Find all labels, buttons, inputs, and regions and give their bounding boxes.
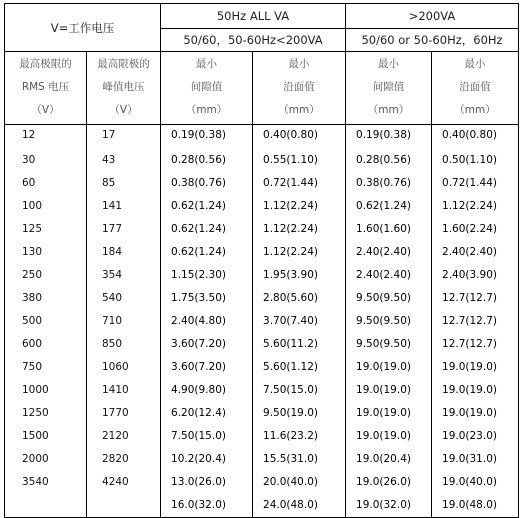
group-over-200va-title: >200VA xyxy=(346,4,519,29)
column-header-line: 最高极限的 xyxy=(19,58,72,70)
column-header-line: （mm） xyxy=(367,104,410,116)
column-header-line: 间隙值 xyxy=(190,81,223,93)
rms-voltage-cell: 3540 xyxy=(5,470,87,493)
peak-voltage-cell: 1410 xyxy=(87,378,161,401)
working-voltage-header xyxy=(5,4,161,52)
peak-voltage-cell xyxy=(87,493,161,518)
peak-voltage-cell: 1770 xyxy=(87,401,161,424)
peak-voltage-cell: 141 xyxy=(87,194,161,217)
peak-voltage-cell: 177 xyxy=(87,217,161,240)
clearance-high-cell: 19.0(26.0) xyxy=(346,470,432,493)
rms-voltage-cell: 125 xyxy=(5,217,87,240)
creepage-high-cell: 0.72(1.44) xyxy=(432,171,519,194)
column-header-line: 最小 xyxy=(464,58,486,70)
column-header-line: （V） xyxy=(31,104,60,116)
column-header-line: 最小 xyxy=(288,58,310,70)
creepage-cell: 2.80(5.60) xyxy=(253,286,346,309)
rms-voltage-cell: 2000 xyxy=(5,447,87,470)
rms-voltage-cell: 500 xyxy=(5,309,87,332)
creepage-cell: 1.12(2.24) xyxy=(253,194,346,217)
clearance-cell: 0.38(0.76) xyxy=(161,171,253,194)
peak-voltage-cell: 184 xyxy=(87,240,161,263)
creepage-cell: 0.72(1.44) xyxy=(253,171,346,194)
column-header-line: 最小 xyxy=(196,58,218,70)
creepage-high-cell: 19.0(19.0) xyxy=(432,355,519,378)
creepage-high-cell: 12.7(12.7) xyxy=(432,309,519,332)
column-header-line: （mm） xyxy=(278,104,320,116)
creepage-cell: 1.12(2.24) xyxy=(253,240,346,263)
creepage-cell: 3.70(7.40) xyxy=(253,309,346,332)
column-header-min-creepage-high xyxy=(432,52,519,125)
table-row xyxy=(5,217,519,240)
column-header-line: 沿面值 xyxy=(283,81,315,93)
group-over-200va-subtitle: 50/60 or 50-60Hz，60Hz xyxy=(346,29,519,52)
table-row xyxy=(5,286,519,309)
table-body xyxy=(5,125,519,518)
group-all-va-subtitle: 50/60，50-60Hz<200VA xyxy=(161,29,346,52)
creepage-high-cell: 1.12(2.24) xyxy=(432,194,519,217)
creepage-cell: 9.50(19.0) xyxy=(253,401,346,424)
column-header-rms-voltage xyxy=(5,52,87,125)
clearance-creepage-table xyxy=(4,3,519,518)
clearance-cell: 1.75(3.50) xyxy=(161,286,253,309)
creepage-cell: 15.5(31.0) xyxy=(253,447,346,470)
creepage-high-cell: 2.40(3.90) xyxy=(432,263,519,286)
creepage-high-cell: 2.40(2.40) xyxy=(432,240,519,263)
rms-voltage-cell: 130 xyxy=(5,240,87,263)
column-header-line: （mm） xyxy=(454,104,496,116)
column-header-line: 最高限极的 xyxy=(97,58,150,70)
column-header-min-clearance xyxy=(161,52,253,125)
column-header-line: 沿面值 xyxy=(459,81,491,93)
column-header-line: （mm） xyxy=(185,104,228,116)
clearance-cell: 0.62(1.24) xyxy=(161,240,253,263)
creepage-high-cell: 19.0(23.0) xyxy=(432,424,519,447)
creepage-high-cell: 19.0(40.0) xyxy=(432,470,519,493)
column-header-line: 峰值电压 xyxy=(102,81,145,93)
clearance-cell: 1.15(2.30) xyxy=(161,263,253,286)
clearance-high-cell: 19.0(19.0) xyxy=(346,378,432,401)
column-header-line: （V） xyxy=(109,104,138,116)
creepage-cell: 11.6(23.2) xyxy=(253,424,346,447)
peak-voltage-cell: 17 xyxy=(87,125,161,149)
clearance-cell: 0.28(0.56) xyxy=(161,148,253,171)
rms-voltage-cell: 30 xyxy=(5,148,87,171)
rms-voltage-cell: 1500 xyxy=(5,424,87,447)
rms-voltage-cell: 60 xyxy=(5,171,87,194)
table-row xyxy=(5,240,519,263)
creepage-cell: 0.40(0.80) xyxy=(253,125,346,149)
clearance-high-cell: 19.0(32.0) xyxy=(346,493,432,518)
clearance-cell: 13.0(26.0) xyxy=(161,470,253,493)
peak-voltage-cell: 2820 xyxy=(87,447,161,470)
column-header-line: 间隙值 xyxy=(372,81,405,93)
peak-voltage-cell: 540 xyxy=(87,286,161,309)
table-row xyxy=(5,447,519,470)
creepage-high-cell: 1.60(2.24) xyxy=(432,217,519,240)
clearance-high-cell: 2.40(2.40) xyxy=(346,240,432,263)
creepage-cell: 24.0(48.0) xyxy=(253,493,346,518)
rms-voltage-cell: 100 xyxy=(5,194,87,217)
clearance-cell: 7.50(15.0) xyxy=(161,424,253,447)
creepage-high-cell: 19.0(48.0) xyxy=(432,493,519,518)
clearance-high-cell: 0.38(0.76) xyxy=(346,171,432,194)
clearance-cell: 3.60(7.20) xyxy=(161,332,253,355)
creepage-cell: 1.95(3.90) xyxy=(253,263,346,286)
clearance-high-cell: 19.0(19.0) xyxy=(346,355,432,378)
column-header-peak-voltage xyxy=(87,52,161,125)
table-row xyxy=(5,470,519,493)
column-header-min-creepage xyxy=(253,52,346,125)
peak-voltage-cell: 1060 xyxy=(87,355,161,378)
creepage-cell: 7.50(15.0) xyxy=(253,378,346,401)
rms-voltage-cell: 250 xyxy=(5,263,87,286)
column-header-line: RMS 电压 xyxy=(21,81,70,93)
creepage-cell: 20.0(40.0) xyxy=(253,470,346,493)
table-row xyxy=(5,309,519,332)
clearance-cell: 4.90(9.80) xyxy=(161,378,253,401)
clearance-high-cell: 9.50(9.50) xyxy=(346,332,432,355)
clearance-cell: 0.62(1.24) xyxy=(161,194,253,217)
creepage-high-cell: 19.0(31.0) xyxy=(432,447,519,470)
rms-voltage-cell xyxy=(5,493,87,518)
clearance-cell: 10.2(20.4) xyxy=(161,447,253,470)
clearance-cell: 16.0(32.0) xyxy=(161,493,253,518)
clearance-high-cell: 1.60(1.60) xyxy=(346,217,432,240)
table-row xyxy=(5,171,519,194)
clearance-high-cell: 2.40(2.40) xyxy=(346,263,432,286)
table-row xyxy=(5,424,519,447)
rms-voltage-cell: 600 xyxy=(5,332,87,355)
table-row xyxy=(5,355,519,378)
rms-voltage-cell: 380 xyxy=(5,286,87,309)
peak-voltage-cell: 354 xyxy=(87,263,161,286)
table-row xyxy=(5,263,519,286)
working-voltage-label: V=工作电压 xyxy=(50,20,115,35)
creepage-high-cell: 0.50(1.10) xyxy=(432,148,519,171)
table-row xyxy=(5,125,519,149)
clearance-high-cell: 0.28(0.56) xyxy=(346,148,432,171)
rms-voltage-cell: 1250 xyxy=(5,401,87,424)
table-row xyxy=(5,332,519,355)
clearance-high-cell: 9.50(9.50) xyxy=(346,286,432,309)
group-all-va-title: 50Hz ALL VA xyxy=(161,4,346,29)
clearance-high-cell: 19.0(19.0) xyxy=(346,424,432,447)
clearance-cell: 3.60(7.20) xyxy=(161,355,253,378)
column-header-line: 最小 xyxy=(378,58,400,70)
clearance-high-cell: 9.50(9.50) xyxy=(346,309,432,332)
creepage-high-cell: 12.7(12.7) xyxy=(432,332,519,355)
peak-voltage-cell: 4240 xyxy=(87,470,161,493)
clearance-high-cell: 19.0(19.0) xyxy=(346,401,432,424)
clearance-cell: 0.62(1.24) xyxy=(161,217,253,240)
clearance-cell: 0.19(0.38) xyxy=(161,125,253,149)
clearance-high-cell: 19.0(20.4) xyxy=(346,447,432,470)
peak-voltage-cell: 85 xyxy=(87,171,161,194)
table-row xyxy=(5,194,519,217)
creepage-cell: 5.60(1.12) xyxy=(253,355,346,378)
creepage-high-cell: 12.7(12.7) xyxy=(432,286,519,309)
table-row xyxy=(5,148,519,171)
creepage-cell: 0.55(1.10) xyxy=(253,148,346,171)
clearance-high-cell: 0.19(0.38) xyxy=(346,125,432,149)
table-row xyxy=(5,401,519,424)
peak-voltage-cell: 710 xyxy=(87,309,161,332)
creepage-cell: 1.12(2.24) xyxy=(253,217,346,240)
rms-voltage-cell: 1000 xyxy=(5,378,87,401)
clearance-high-cell: 0.62(1.24) xyxy=(346,194,432,217)
table-row xyxy=(5,378,519,401)
rms-voltage-cell: 750 xyxy=(5,355,87,378)
creepage-high-cell: 0.40(0.80) xyxy=(432,125,519,149)
creepage-cell: 5.60(11.2) xyxy=(253,332,346,355)
peak-voltage-cell: 43 xyxy=(87,148,161,171)
table-row xyxy=(5,493,519,518)
clearance-cell: 6.20(12.4) xyxy=(161,401,253,424)
column-header-min-clearance-high xyxy=(346,52,432,125)
creepage-high-cell: 19.0(19.0) xyxy=(432,401,519,424)
peak-voltage-cell: 2120 xyxy=(87,424,161,447)
peak-voltage-cell: 850 xyxy=(87,332,161,355)
clearance-cell: 2.40(4.80) xyxy=(161,309,253,332)
creepage-high-cell: 19.0(19.0) xyxy=(432,378,519,401)
rms-voltage-cell: 12 xyxy=(5,125,87,149)
